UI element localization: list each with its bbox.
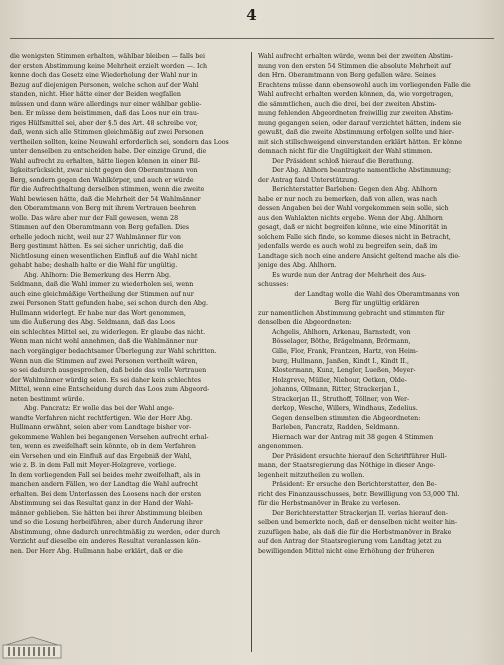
- left-column-line: neten bestimmt würde.: [10, 395, 85, 403]
- right-column-line: Der Berichterstatter Strackerjan II. verlas hierauf den-: [272, 509, 448, 517]
- right-column-line: Klostermann, Kunz, Lengler, Lueßen, Meyer-: [272, 367, 416, 375]
- left-column-line: gekommene Wahlen bei begangenen Versehen aufrecht erhal-: [10, 433, 209, 441]
- right-column-line: zur namentlichen Abstimmung gebracht und stimmten für: [258, 309, 445, 317]
- left-column-line: Berg, sondern gegen den Wahlkörper, und auch er würde: [10, 176, 194, 184]
- right-column-line: schusses:: [258, 281, 289, 289]
- left-column-line: Wahl aufrecht zu erhalten, hätte liegen können in einer Bil-: [10, 157, 201, 165]
- left-column-line: gehabt habe; deshalb halte er die Wahl für ungültig.: [10, 262, 178, 270]
- right-column-line: richt des Finanzausschusses, betr. Bewilligung von 53,000 Thl.: [258, 490, 460, 498]
- right-column-line: mung von den ersten 54 Stimmen die absolute Mehrheit auf: [258, 62, 451, 70]
- left-column-line: unter denselben zu entscheiden habe. Der einzige Grund, die: [10, 148, 207, 156]
- right-column-line: Präsident: Er ersuche den Berichterstatter, den Be-: [272, 481, 437, 489]
- left-column-line: zwei Personen Statt gefunden habe, sei schon durch den Abg.: [10, 300, 208, 308]
- left-column-line: wie z. B. in dem Fall mit Meyer-Holzgreve, vorliege.: [10, 462, 177, 470]
- left-column-line: den Oberamtmann von Berg mit ihrem Vertrauen beehren: [10, 205, 197, 213]
- right-column-line: der Antrag fand Unterstützung.: [258, 176, 360, 184]
- right-column-line: Hiernach war der Antrag mit 38 gegen 4 Stimmen: [272, 433, 434, 441]
- right-column-line: jedenfalls werde es auch wohl zu begreifen sein, daß im: [258, 243, 438, 251]
- left-column-line: Stimmen auf den Oberamtmann von Berg gefallen. Dies: [10, 224, 190, 232]
- left-column-line: die wenigsten Stimmen erhalten, wählbar bleiben — falls bei: [10, 53, 206, 60]
- left-column-line: Abg. Pancratz: Er wolle das bei der Wahl ange-: [24, 405, 175, 413]
- left-column-line: für die Aufrechthaltung derselben stimmen, wenn die zweite: [10, 186, 205, 194]
- left-column-line: riges Hülfsmittel sei, aber der §.5 des Art. 48 schreibe vor,: [10, 119, 198, 127]
- left-column-line: Abstimmung sei das Resultat ganz in der Hand der Wahl-: [10, 500, 193, 508]
- right-column-line: demnach nicht für die Ungültigkeit der Wahl stimmen.: [258, 148, 433, 156]
- left-column-line: ligkeitsrücksicht, zwar nicht gegen den Oberamtmann von: [10, 167, 198, 175]
- left-column-line: ein schlechtes Mittel sei, zu widerlegen. Er glaube das nicht.: [10, 328, 206, 336]
- left-column-line: ten, wenn es zweifelhaft sein könnte, ob in dem Verfahren: [10, 443, 196, 451]
- right-column-line: selben und bemerkte noch, daß er denselben nicht weiter hin-: [258, 519, 458, 527]
- right-column-line: dessen Angaben bei der Wahl vorgekommen sein solle, sich: [258, 205, 449, 213]
- left-column-line: männer geblieben. Sie hätten bei ihrer Abstimmung bleiben: [10, 509, 203, 517]
- left-column-line: wandte Verfahren nicht rechtfertigen. Wie der Herr Abg.: [10, 414, 193, 422]
- right-column-line: Holzgreve, Müller, Niebour, Oetken, Olde-: [272, 376, 407, 384]
- left-column-line: Bezug auf diejenigen Personen, welche schon auf der Wahl: [10, 81, 199, 89]
- right-column-line: Gille, Flor, Frank, Frantzen, Hartz, von Heim-: [272, 347, 418, 355]
- right-column-line: mit sich stillschweigend einverstanden erklärt hätten. Er könne: [258, 138, 462, 146]
- right-column-line: den Hrn. Oberamtmann von Berg gefallen wäre. Seines: [258, 72, 436, 80]
- right-column-line: Strackerjan II., Struthoff, Töllner, von Wer-: [272, 395, 410, 403]
- left-column-line: Berg gestimmt hätten. Es sei sicher unrichtig, daß die: [10, 243, 184, 251]
- right-column-line: der Landtag wolle die Wahl des Oberamtmanns von: [294, 290, 460, 298]
- left-column-line: manchen andern Fällen, wo der Landtag die Wahl aufrecht: [10, 481, 199, 489]
- right-column-line: gesagt, daß er nicht begreifen könne, wie eine Minorität in: [258, 224, 448, 232]
- column-divider: [251, 52, 252, 652]
- right-column-line: derkop, Wesche, Willers, Windhaus, Zedelius.: [272, 405, 418, 413]
- left-column-line: kenne doch das Gesetz eine Wiederholung der Wahl nur in: [10, 72, 198, 80]
- page-number: 4: [246, 6, 258, 24]
- right-column: [258, 52, 496, 652]
- left-column-line: der ersten Abstimmung keine Mehrheit erzielt worden —. Ich: [10, 62, 208, 70]
- right-column-line: aus den Wahlakten nichts ergebe. Wenn der Abg. Ahlhorn: [258, 214, 443, 222]
- left-column-line: standen, nicht. Hier hätte einer der Beiden wegfallen: [10, 91, 181, 99]
- right-column-line: Der Abg. Ahlhorn beantragte namentliche Abstimmung;: [272, 167, 452, 175]
- right-column-line: Achgelis, Ahlhorn, Arkenau, Barnstedt, von: [272, 328, 411, 336]
- library-stamp-icon: [2, 635, 62, 659]
- left-column-line: daß, wenn sich alle Stimmen gleichmäßig auf zwei Personen: [10, 129, 204, 137]
- right-column-line: Gegen denselben stimmten die Abgeordneten:: [272, 414, 421, 422]
- right-column-line: für die Herbstmanöver in Brake zu verlesen.: [258, 500, 401, 508]
- left-column: [10, 52, 248, 652]
- header-rule: [10, 38, 494, 39]
- right-column-line: mung gegangen seien, oder darauf verzichtet hätten, indem sie: [258, 119, 462, 127]
- right-column-line: denselben die Abgeordneten:: [258, 319, 352, 327]
- right-column-line: Bösselager, Böthe, Brägelmann, Brörmann,: [272, 338, 411, 346]
- left-column-line: Verzicht auf dieselbe ein anderes Resultat veranlassen kön-: [10, 538, 201, 546]
- right-column-line: Es wurde nun der Antrag der Mehrheit des Aus-: [272, 271, 427, 279]
- right-column-line: Barleben, Pancratz, Radden, Seldmann.: [272, 424, 400, 432]
- right-column-line: Berg für ungültig erklären: [334, 300, 420, 308]
- left-column-line: müssen und dann wäre allerdings nur einer wählbar geblie-: [10, 100, 202, 108]
- right-column-line: Landtage sich noch eine andere Ansicht geltend mache als die-: [258, 252, 461, 260]
- left-column-line: ben. Er müsse dem beistimmen, daß das Loos nur ein trau-: [10, 110, 200, 118]
- right-column-line: angenommen.: [258, 443, 304, 451]
- left-column-line: Hullmann widerlegt. Er habe nur das Wort genommen,: [10, 309, 186, 317]
- left-column-line: In dem vorliegenden Fall sei beides mehr zweifelhaft, als in: [10, 471, 201, 479]
- right-column-line: Wahl aufrecht erhalten werden können, da, wie vorgetragen,: [258, 91, 454, 99]
- left-column-line: nach vorgängiger bedachtsamer Überlegung zur Wahl schritten.: [10, 347, 217, 355]
- left-column-line: Nichtlosung einen wesentlichen Einfluß auf die Wahl nicht: [10, 252, 198, 260]
- left-column-line: Abg. Ahlhorn: Die Bemerkung des Herrn Abg.: [24, 271, 171, 279]
- right-column-line: burg, Hullmann, Janßen, Kindt I., Kindt II.,: [272, 357, 410, 365]
- right-column-line: zuzufügen habe, als daß die für die Herbstmanöver in Brake: [258, 528, 452, 536]
- right-column-line: solchem Falle sich finde, so komme dieses nicht in Betracht,: [258, 233, 451, 241]
- right-column-line: mung fehlenden Abgeordneten freiwillig zur zweiten Abstim-: [258, 110, 454, 118]
- left-column-line: Mittel, wenn eine Entscheidung durch das Loos zum Abgeord-: [10, 386, 210, 394]
- right-column-line: johanns, Ollmann, Ritter, Strackerjan I.,: [272, 386, 400, 394]
- left-column-line: Wenn man nicht wohl annehmen, daß die Wahlmänner nur: [10, 338, 198, 346]
- left-column-line: wolle. Das wäre aber nur der Fall gewesen, wenn 28: [10, 214, 179, 222]
- right-column-line: gewußt, daß die zweite Abstimmung erfolgen sollte und hier-: [258, 129, 454, 137]
- left-column-line: Hullmann erwähnt, seien aber vom Landtage bisher vor-: [10, 424, 192, 432]
- right-column-line: die sämmtlichen, auch die drei, bei der zweiten Abstim-: [258, 100, 437, 108]
- left-column-line: nen. Der Herr Abg. Hullmann habe erklärt, daß er die: [10, 547, 183, 555]
- left-column-line: erhalten. Bei dem Unterlassen des Loosens nach der ersten: [10, 490, 202, 498]
- left-column-line: um die Äußerung des Abg. Seldmann, daß das Loos: [10, 319, 176, 327]
- right-column-line: Der Präsident ersuchte hierauf den Schriftführer Hull-: [272, 452, 447, 460]
- left-column-line: erhelle jedoch nicht, weil nur 27 Wahlmänner für von: [10, 233, 181, 241]
- left-column-line: und so die Losung herbeiführen, aber durch Änderung ihrer: [10, 519, 203, 527]
- left-column-line: Wahl bewiesen hätte, daß die Mehrheit der 54 Wahlmänner: [10, 195, 201, 203]
- left-column-line: auch eine gleichmäßige Vertheilung der Stimmen auf nur: [10, 290, 194, 298]
- left-column-line: so sei dadurch ausgesprochen, daß beide das volle Vertrauen: [10, 367, 207, 375]
- right-column-line: Der Präsident schloß hierauf die Berathung.: [272, 157, 414, 165]
- right-column-line: mann, der Staatsregierung das Nöthige in dieser Ange-: [258, 462, 436, 470]
- left-column-line: Abstimmung, ohne dadurch unrechtmäßig zu werden, oder durch: [10, 528, 221, 536]
- right-column-line: Erachtens müsse dann ebensowohl auch im vorliegenden Falle die: [258, 81, 471, 89]
- right-column-line: habe er nur noch zu bemerken, daß von allen, was nach: [258, 195, 438, 203]
- right-column-line: legenheit mitzutheilen zu wollen.: [258, 471, 365, 479]
- right-column-line: jenige des Abg. Ahlhorn.: [258, 262, 337, 270]
- left-column-line: Wenn nun die Stimmen auf zwei Personen vertheilt wären,: [10, 357, 198, 365]
- right-column-line: bewilligenden Mittel nicht eine Erhöhung der früheren: [258, 547, 435, 555]
- left-column-line: Seldmann, daß die Wahl immer zu wiederholen sei, wenn: [10, 281, 194, 289]
- right-column-line: Berichterstatter Barleben: Gegen den Abg. Ahlhorn: [272, 186, 438, 194]
- left-column-line: vertheilen sollten, keine Neuwahl erforderlich sei, sondern das Loos: [10, 138, 229, 146]
- left-column-line: der Wahlmänner würdig seien. Es sei daher kein schlechtes: [10, 376, 202, 384]
- left-column-line: ein Versehen und ein Einfluß auf das Ergebniß der Wahl,: [10, 452, 192, 460]
- right-column-line: Wahl aufrecht erhalten würde, wenn bei der zweiten Abstim-: [258, 53, 453, 60]
- right-column-line: auf den Antrag der Staatsregierung vom Landtag jetzt zu: [258, 538, 442, 546]
